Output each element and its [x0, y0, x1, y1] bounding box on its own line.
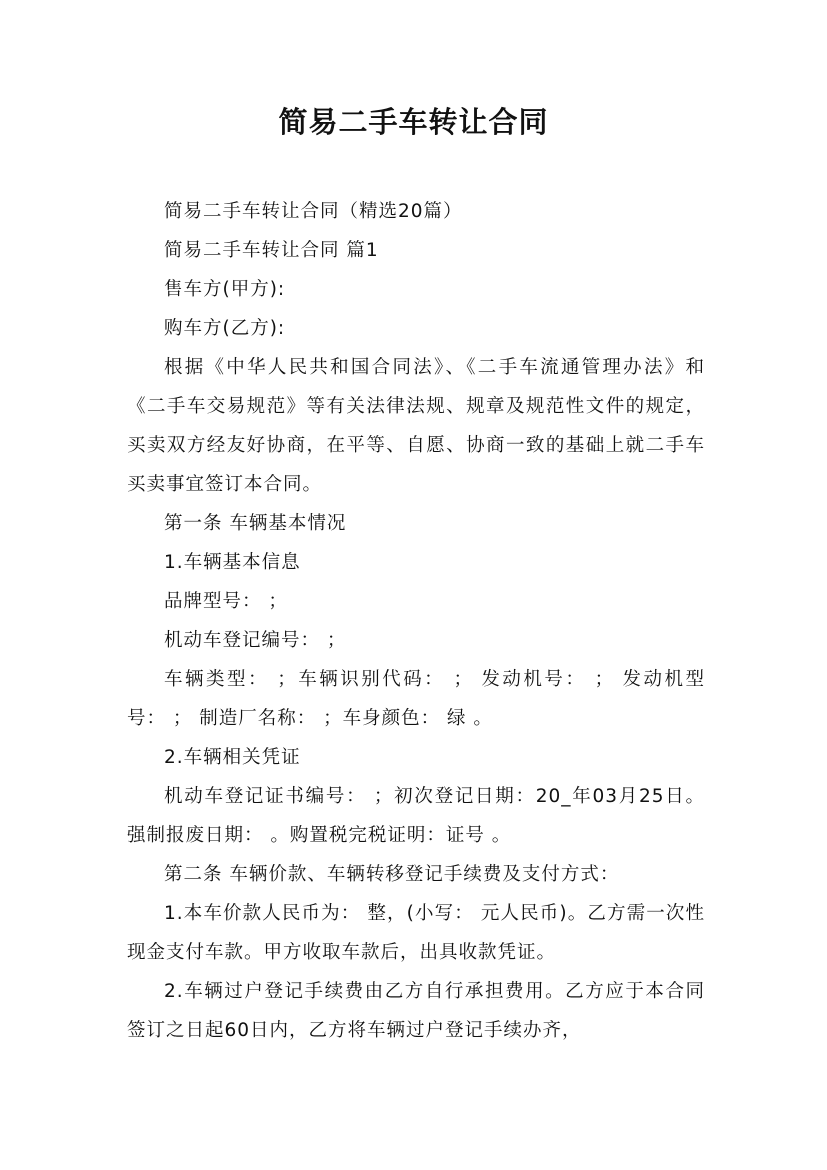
paragraph-transfer-fee: 2.车辆过户登记手续费由乙方自行承担费用。乙方应于本合同签订之日起60日内，乙方将车辆过户登记手续办齐，	[127, 981, 705, 1041]
document-title: 简易二手车转让合同	[278, 105, 549, 139]
paragraph-registration-number: 机动车登记编号： ；	[164, 630, 347, 651]
paragraph-brand-model: 品牌型号： ；	[164, 591, 288, 612]
paragraph-vehicle-info-heading: 1.车辆基本信息	[164, 552, 301, 573]
paragraph-seller: 售车方(甲方):	[164, 279, 286, 300]
paragraph-documents-heading: 2.车辆相关凭证	[164, 747, 301, 768]
document-body	[127, 192, 705, 1050]
paragraph-vehicle-details: 车辆类型： ；车辆识别代码： ； 发动机号： ； 发动机型号： ； 制造厂名称： ；车身颜色： 绿 。	[127, 669, 705, 729]
paragraph-preamble: 根据《中华人民共和国合同法》、《二手车流通管理办法》和《二手车交易规范》等有关法律法规、规章及规范性文件的规定，买卖双方经友好协商，在平等、自愿、协商一致的基础上就二手车买卖事宜签订本合同。	[127, 357, 705, 495]
paragraph-price: 1.本车价款人民币为： 整，(小写： 元人民币)。乙方需一次性现金支付车款。甲方收取车款后，出具收款凭证。	[127, 903, 705, 963]
paragraph-article-2: 第二条 车辆价款、车辆转移登记手续费及支付方式：	[164, 864, 620, 885]
paragraph-article-1: 第一条 车辆基本情况	[164, 513, 347, 534]
paragraph-section-heading: 简易二手车转让合同 篇1	[164, 240, 379, 261]
paragraph-subtitle: 简易二手车转让合同（精选20篇）	[164, 201, 463, 222]
paragraph-certificate: 机动车登记证书编号： ；初次登记日期：20_年03月25日。 强制报废日期： 。购置税完税证明：证号 。	[127, 786, 705, 846]
paragraph-buyer: 购车方(乙方):	[164, 318, 286, 339]
